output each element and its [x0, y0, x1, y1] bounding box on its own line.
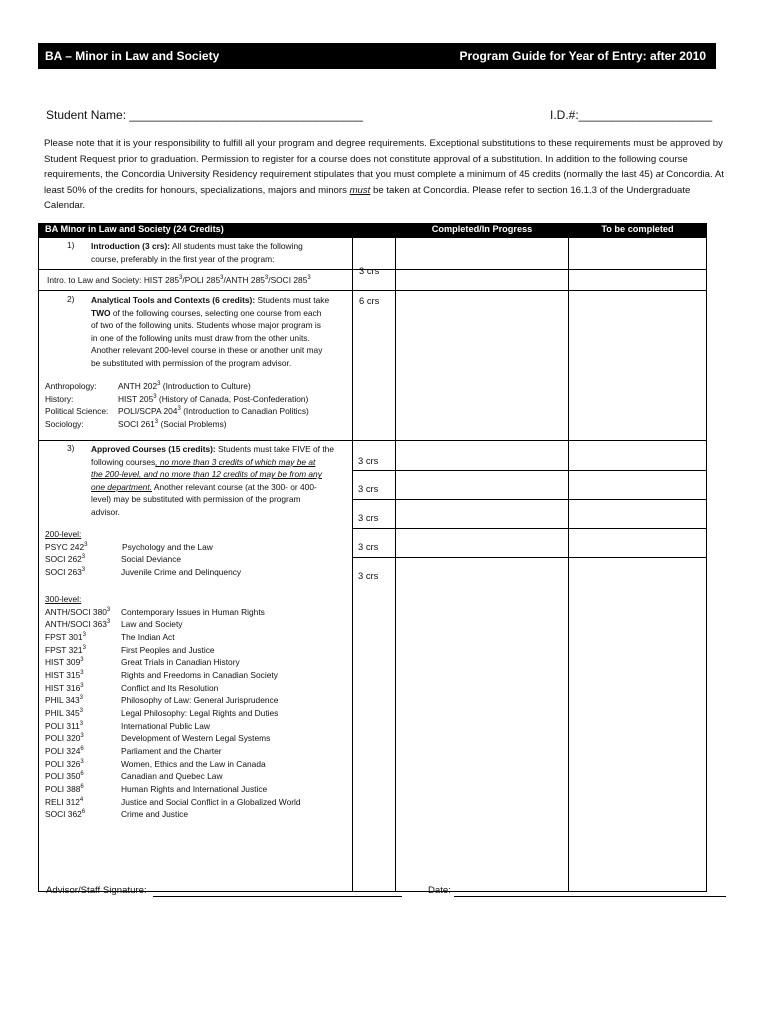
- credits-value: 3 crs: [359, 265, 380, 276]
- level-300-list: [45, 593, 301, 821]
- approved-title: Approved Courses (15 credits):: [91, 444, 216, 454]
- date-label-text: Date:: [428, 885, 451, 896]
- unit-course: HIST 205: [118, 393, 154, 404]
- credit-sup: 3: [80, 758, 84, 765]
- course-code: [45, 656, 121, 669]
- to-complete-cell[interactable]: [569, 270, 707, 291]
- approved-line-4a: one department.: [91, 481, 152, 492]
- credits-value: 3 crs: [358, 512, 379, 523]
- credit-sup: 3: [177, 406, 181, 413]
- unit-row-political-science: [45, 405, 309, 418]
- course-title: Juvenile Crime and Delinquency: [121, 566, 242, 577]
- unit-label: History:: [45, 393, 74, 404]
- analytical-line-2: of the following courses, selecting one course from each: [112, 307, 322, 318]
- course-row: [45, 631, 301, 644]
- course-row: [45, 553, 241, 566]
- course-code: [45, 770, 121, 783]
- code-text: POLI 388: [45, 783, 81, 794]
- date-line[interactable]: [454, 896, 726, 897]
- course-title: Social Deviance: [121, 554, 182, 565]
- unit-row-history: [45, 393, 309, 406]
- completed-column[interactable]: [396, 441, 569, 892]
- credit-sup: 3: [80, 733, 84, 740]
- note-text-1: Please note that it is your responsibility to fulfill all your program and degree requirements. Exceptional substitutions to these requirements must be approved by Student Request prior to graduation. Permission to register for a course does not constitute approval of a substitution. In addition to the following course requirements, the Concordia University Residency requirement stipulates that you must complete a minimum of 45 credits (normally the last 45): [44, 138, 723, 181]
- code-text: HIST 316: [45, 682, 81, 693]
- credit-sup: 3: [179, 275, 183, 281]
- course-code: [45, 682, 121, 695]
- credit-sup: 3: [153, 393, 157, 400]
- credits-value: 3 crs: [358, 570, 379, 581]
- course-title: Conflict and Its Resolution: [121, 682, 219, 693]
- course-code: [45, 566, 121, 579]
- code-text: SOCI 262: [45, 554, 82, 565]
- credit-sup: 3: [220, 275, 224, 281]
- code-text: FPST 321: [45, 644, 83, 655]
- course-row: [45, 682, 301, 695]
- course-row: [45, 618, 301, 631]
- course-row: [45, 732, 301, 745]
- code-text: SOCI 362: [45, 809, 82, 820]
- credit-sup: 6: [80, 745, 84, 752]
- course-row: [45, 541, 241, 554]
- code-text: PHIL 345: [45, 707, 80, 718]
- credits-cell: [353, 291, 396, 441]
- advisor-signature-line[interactable]: [153, 896, 402, 897]
- unit-label: Anthropology:: [45, 381, 97, 391]
- intro-course-line: [39, 270, 353, 291]
- credits-column: [353, 441, 396, 892]
- credit-sup: 3: [81, 554, 86, 561]
- intro-course-codes: [47, 275, 311, 285]
- unit-label: Sociology:: [45, 418, 84, 429]
- course-code: [45, 808, 121, 821]
- header-to-be-completed: To be completed: [569, 224, 707, 238]
- course-row: [45, 796, 301, 809]
- analytical-line-6: be substituted with permission of the program advisor.: [91, 357, 292, 368]
- credit-sup: 3: [307, 275, 311, 281]
- course-title: Justice and Social Conflict in a Globalized World: [121, 796, 301, 807]
- approved-line-4b: Another relevant course (at the 300- or 400-: [152, 481, 317, 492]
- credit-sup: 3: [84, 541, 88, 548]
- course-title: International Public Law: [121, 720, 210, 731]
- divider: [396, 557, 568, 558]
- analytical-line-1: Students must take: [255, 295, 330, 305]
- section-number: 1): [67, 240, 75, 250]
- credits-value: 3 crs: [358, 483, 379, 494]
- credit-sup: 3: [82, 631, 86, 638]
- approved-line-6: advisor.: [91, 506, 120, 517]
- section-approved-row: [39, 441, 707, 892]
- to-complete-column[interactable]: [569, 441, 707, 892]
- date-label: [428, 885, 451, 896]
- analytical-text: [91, 294, 329, 370]
- note-text-2: Concordia. At least 50% of the credits for honours, specializations, majors and minors: [44, 169, 724, 196]
- credit-slots: [353, 441, 395, 587]
- credit-sup: 3: [80, 657, 84, 664]
- credit-sup: 6: [80, 783, 84, 790]
- course-title: First Peoples and Justice: [121, 644, 215, 655]
- section-number: 3): [67, 443, 75, 453]
- credit-sup: 3: [79, 720, 84, 727]
- introduction-text: [91, 240, 303, 265]
- unit-course: POLI/SCPA 204: [118, 406, 178, 417]
- approved-line-2a: following courses: [91, 456, 156, 467]
- intro-poli: /POLI 285: [182, 275, 221, 285]
- code-text: POLI 326: [45, 758, 81, 769]
- course-title: Great Trials in Canadian History: [121, 657, 240, 668]
- level-200-list: [45, 528, 241, 578]
- course-title: Development of Western Legal Systems: [121, 733, 271, 744]
- course-code: [45, 669, 121, 682]
- analytical-description: [39, 291, 353, 441]
- student-name-field[interactable]: Student Name: ___________________________________: [46, 108, 363, 122]
- course-code: [45, 745, 121, 758]
- introduction-description: [39, 238, 353, 270]
- course-title: Law and Society: [121, 619, 183, 630]
- completed-cell[interactable]: [396, 291, 569, 441]
- analytical-line-5: Another relevant 200-level course in these or another unit may: [91, 345, 323, 356]
- section-number: 2): [67, 294, 75, 304]
- credit-sup: 6: [80, 771, 84, 778]
- course-row: [45, 758, 301, 771]
- divider: [569, 557, 706, 558]
- course-title: Rights and Freedoms in Canadian Society: [121, 669, 278, 680]
- credit-sup: 3: [80, 682, 84, 689]
- code-text: PSYC 242: [45, 541, 85, 552]
- to-complete-cell[interactable]: [569, 238, 707, 270]
- course-code: [45, 694, 121, 707]
- course-code: [45, 796, 121, 809]
- approved-text: [91, 443, 334, 519]
- unit-desc: (Introduction to Canadian Politics): [180, 406, 309, 417]
- course-row: [45, 644, 301, 657]
- code-text: POLI 324: [45, 745, 81, 756]
- credit-sup: 3: [82, 644, 86, 651]
- course-title: Contemporary Issues in Human Rights: [121, 606, 265, 617]
- completed-cell[interactable]: [396, 238, 569, 270]
- course-title: Women, Ethics and the Law in Canada: [121, 758, 266, 769]
- course-title: Human Rights and International Justice: [121, 783, 268, 794]
- credit-sup: 3: [81, 566, 86, 573]
- divider: [396, 470, 568, 471]
- unit-desc: (Introduction to Culture): [160, 381, 251, 391]
- credit-sup: 3: [154, 418, 159, 425]
- credit-slot: [352, 528, 396, 558]
- approved-description: [39, 441, 353, 892]
- course-row: [45, 566, 241, 579]
- credit-sup: 3: [264, 275, 269, 281]
- unit-desc: (Social Problems): [158, 418, 227, 429]
- credit-sup: 3: [157, 381, 161, 387]
- course-code: [45, 732, 121, 745]
- table-header-row: [39, 224, 707, 238]
- course-title: Parliament and the Charter: [121, 745, 222, 756]
- credit-sup: 3: [106, 619, 111, 626]
- course-title: Canadian and Quebec Law: [121, 771, 223, 782]
- credit-sup: 3: [106, 606, 111, 613]
- section-introduction-row-b: [39, 270, 707, 291]
- unit-list: [45, 380, 309, 430]
- credit-sup: 4: [79, 796, 84, 803]
- unit-label: Political Science:: [45, 406, 109, 417]
- code-text: FPST 301: [45, 631, 83, 642]
- student-info-row: [46, 108, 713, 122]
- requirements-table: [38, 223, 707, 892]
- student-id-field[interactable]: I.D.#:____________________: [550, 108, 713, 122]
- credit-sup: 3: [80, 669, 84, 676]
- credits-value: 3 crs: [358, 455, 379, 466]
- course-code: [45, 644, 121, 657]
- divider: [569, 528, 706, 529]
- program-header-bar: [38, 43, 716, 69]
- credits-value: 3 crs: [358, 541, 379, 552]
- divider: [569, 499, 706, 500]
- divider: [396, 499, 568, 500]
- code-text: POLI 320: [45, 733, 81, 744]
- credit-slot: [352, 470, 396, 500]
- unit-row-anthropology: [45, 380, 309, 393]
- advisor-label-text: Advisor/Staff Signature:: [46, 885, 147, 896]
- code-text: RELI 312: [45, 796, 80, 807]
- responsibility-note: [44, 136, 724, 214]
- course-row: [45, 656, 301, 669]
- course-title: Psychology and the Law: [122, 541, 213, 552]
- credit-sup: 6: [81, 809, 86, 816]
- course-code: [45, 541, 122, 554]
- credit-sup: 3: [79, 707, 83, 714]
- introduction-title: Introduction (3 crs):: [91, 241, 171, 251]
- code-text: POLI 311: [45, 720, 80, 731]
- section-analytical-row: [39, 291, 707, 441]
- introduction-text-2: course, preferably in the first year of the program:: [91, 253, 275, 264]
- note-at: at: [655, 169, 664, 181]
- credit-slot: [352, 557, 396, 587]
- approved-line-3: the 200-level, and no more than 12 credits of may be from any: [91, 469, 322, 480]
- course-row: [45, 707, 301, 720]
- intro-hist: Intro. to Law and Society: HIST 285: [47, 275, 180, 285]
- introduction-text-1: All students must take the following: [170, 241, 303, 251]
- course-row: [45, 745, 301, 758]
- header-completed: Completed/In Progress: [396, 224, 569, 238]
- credit-slot: [352, 441, 396, 471]
- code-text: POLI 350: [45, 771, 81, 782]
- course-row: [45, 669, 301, 682]
- course-row: [45, 720, 301, 733]
- unit-row-sociology: [45, 418, 309, 431]
- approved-line-2b: , no more than 3 credits of which may be at: [155, 456, 316, 467]
- code-text: HIST 315: [45, 669, 81, 680]
- course-code: [45, 758, 121, 771]
- level-200-heading: 200-level:: [45, 529, 82, 539]
- code-text: ANTH/SOCI 380: [45, 606, 107, 617]
- credit-sup: 3: [79, 695, 83, 702]
- analytical-line-4: in one of the following units must draw from the other units.: [91, 332, 310, 343]
- course-row: [45, 770, 301, 783]
- credits-value: 6 crs: [359, 295, 380, 306]
- course-row: [45, 606, 301, 619]
- course-code: [45, 553, 121, 566]
- code-text: PHIL 343: [45, 695, 80, 706]
- course-row: [45, 694, 301, 707]
- course-code: [45, 720, 121, 733]
- course-title: The Indian Act: [121, 631, 175, 642]
- program-guide-year: Program Guide for Year of Entry: after 2010: [459, 49, 706, 63]
- unit-desc: (History of Canada, Post-Confederation): [156, 393, 309, 404]
- approved-line-5: level) may be substituted with permission of the program: [91, 494, 301, 505]
- analytical-line-3: of two of the following units. Students whose major program is: [91, 320, 321, 331]
- header-program-credits: BA Minor in Law and Society (24 Credits): [39, 224, 396, 238]
- note-text-3: be taken at Concordia. Please refer to section 16.1.3 of the Undergraduate Calendar.: [44, 184, 691, 212]
- code-text: ANTH/SOCI 363: [45, 619, 107, 630]
- code-text: HIST 309: [45, 657, 81, 668]
- course-title: Crime and Justice: [121, 809, 189, 820]
- course-code: [45, 618, 121, 631]
- advisor-signature-label: [46, 885, 147, 896]
- approved-line-1: Students must take FIVE of the: [215, 444, 334, 454]
- completed-cell[interactable]: [396, 270, 569, 291]
- to-complete-cell[interactable]: [569, 291, 707, 441]
- course-code: [45, 783, 121, 796]
- analytical-title: Analytical Tools and Contexts (6 credits):: [91, 295, 256, 305]
- level-300-heading: 300-level:: [45, 594, 82, 604]
- divider: [396, 528, 568, 529]
- credit-slot: [352, 499, 396, 529]
- course-code: [45, 631, 121, 644]
- divider: [569, 470, 706, 471]
- credits-cell: [353, 265, 396, 291]
- note-must: must: [349, 184, 371, 196]
- unit-course: SOCI 261: [118, 418, 155, 429]
- intro-anth: /ANTH 285: [223, 275, 265, 285]
- course-row: [45, 783, 301, 796]
- course-code: [45, 707, 121, 720]
- code-text: SOCI 263: [45, 566, 82, 577]
- course-title: Legal Philosophy: Legal Rights and Duties: [121, 707, 279, 718]
- unit-course: ANTH 202: [118, 381, 158, 391]
- analytical-two: TWO: [91, 307, 111, 318]
- intro-soci: /SOCI 285: [268, 275, 308, 285]
- course-code: [45, 606, 121, 619]
- course-title: Philosophy of Law: General Jurisprudence: [121, 695, 279, 706]
- program-title: BA – Minor in Law and Society: [45, 49, 220, 63]
- course-row: [45, 808, 301, 821]
